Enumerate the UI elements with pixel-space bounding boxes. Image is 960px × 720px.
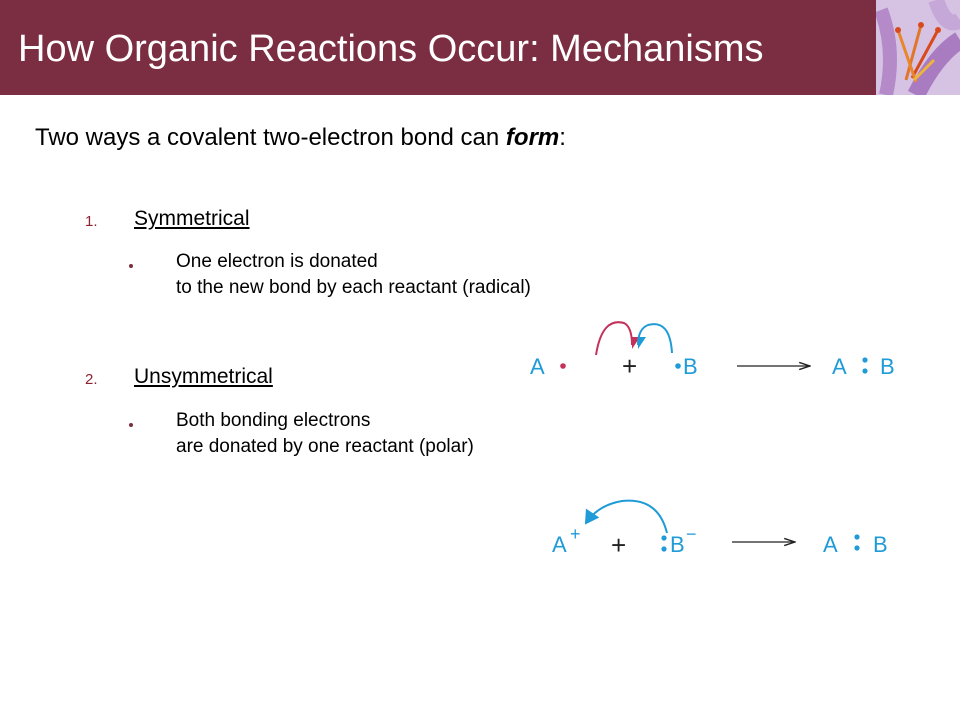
- electron-dot: [560, 363, 566, 369]
- item-1-number: 1.: [85, 213, 98, 230]
- intro-emphasis: form: [505, 124, 560, 151]
- item-1-description: [176, 249, 531, 301]
- bullet-icon: [129, 423, 133, 427]
- radical-right: B: [683, 354, 698, 379]
- item-2-line-1: Both bonding electrons: [176, 410, 371, 431]
- curved-arrow-blue: [638, 324, 672, 353]
- electron-dot: [661, 535, 666, 540]
- radical-left: A: [530, 354, 545, 379]
- radical-equation: [520, 315, 920, 390]
- polar-product-b: B: [873, 532, 888, 557]
- item-1-title: Symmetrical: [134, 207, 250, 230]
- radical-plus: +: [622, 351, 638, 381]
- slide-title: How Organic Reactions Occur: Mechanisms: [18, 28, 764, 70]
- electron-dot: [675, 363, 681, 369]
- intro-text: Two ways a covalent two-electron bond can form:: [35, 124, 566, 151]
- item-1-line-2: to the new bond by each reactant (radical): [176, 277, 531, 298]
- polar-right: B: [670, 532, 685, 557]
- polar-left-charge: +: [570, 524, 581, 544]
- electron-dot: [862, 368, 867, 373]
- item-1-line-1: One electron is donated: [176, 251, 378, 272]
- polar-left: A: [552, 532, 567, 557]
- electron-dot: [862, 357, 867, 362]
- item-2-title: Unsymmetrical: [134, 365, 273, 388]
- title-bar: [0, 0, 876, 95]
- saffron-flower-image: [876, 0, 960, 95]
- curved-arrow-blue: [586, 501, 667, 533]
- radical-product-b: B: [880, 354, 895, 379]
- electron-dot: [854, 545, 859, 550]
- polar-equation: [540, 495, 910, 565]
- item-2-number: 2.: [85, 371, 98, 388]
- bullet-icon: [129, 264, 133, 268]
- item-2-line-2: are donated by one reactant (polar): [176, 436, 474, 457]
- electron-dot: [661, 546, 666, 551]
- polar-right-charge: −: [686, 524, 697, 544]
- radical-product-a: A: [832, 354, 847, 379]
- polar-plus: +: [611, 530, 627, 560]
- polar-product-a: A: [823, 532, 838, 557]
- electron-dot: [854, 534, 859, 539]
- item-2-description: [176, 408, 474, 460]
